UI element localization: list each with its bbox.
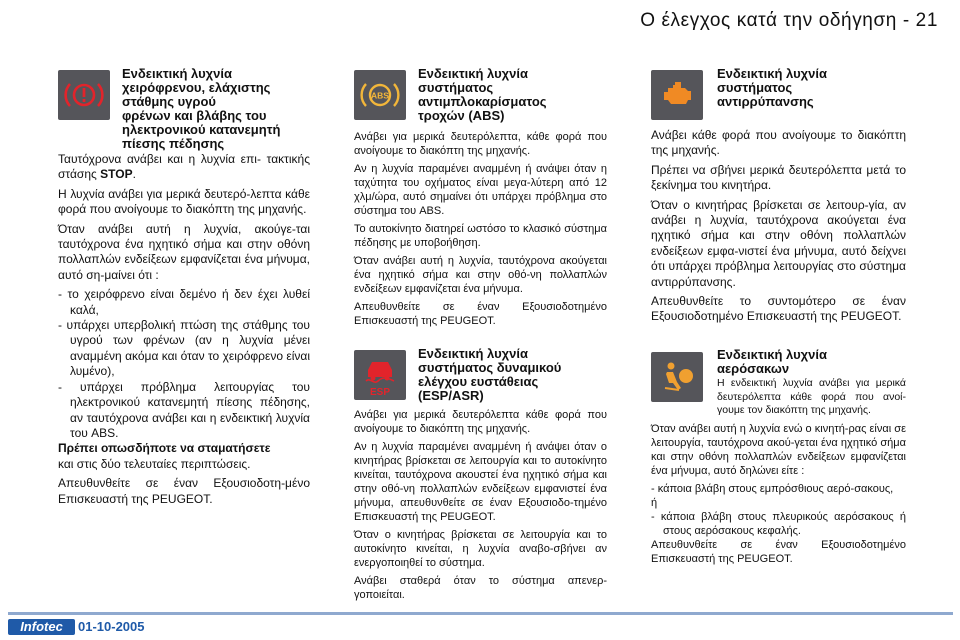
- footer-date: 01-10-2005: [78, 619, 145, 634]
- title-line: Ενδεικτική λυχνία: [717, 66, 827, 81]
- airbag-title: [717, 348, 827, 376]
- paragraph: Απευθυνθείτε σε έναν Εξουσιοδοτη-μένο Επισκευαστή της PEUGEOT.: [58, 476, 310, 506]
- emission-body: [651, 128, 906, 329]
- esp-title: [418, 347, 561, 403]
- list-item: - κάποια βλάβη στους πλευρικούς αερόσακους ή στους αερόσακους κεφαλής.: [651, 511, 906, 537]
- title-line: Ενδεικτική λυχνία: [122, 66, 232, 81]
- brake-title: [122, 67, 280, 151]
- infotec-logo: Infotec: [8, 619, 75, 635]
- title-line: Ενδεικτική λυχνία: [418, 346, 528, 361]
- title-line: στάθμης υγρού: [122, 94, 216, 109]
- title-line: αερόσακων: [717, 361, 790, 376]
- page-header: Ο έλεγχος κατά την οδήγηση - 21: [640, 10, 938, 31]
- brake-warning-icon: [58, 70, 110, 120]
- paragraph: Ανάβει σταθερά όταν το σύστημα απενερ-γοποιείται.: [354, 575, 607, 601]
- airbag-warning-icon: [651, 352, 703, 402]
- paragraph: Η ενδεικτική λυχνία ανάβει για μερικά δευτερόλεπτα κάθε φορά που ανοί-γουμε τον διακόπτη της μηχανής.: [717, 377, 906, 416]
- title-line: συστήματος: [717, 80, 793, 95]
- paragraph: Απευθυνθείτε σε έναν Εξουσιοδοτημένο Επισκευαστή της PEUGEOT.: [651, 539, 906, 565]
- abs-warning-icon: [354, 70, 406, 120]
- airbag-body: [651, 422, 906, 570]
- airbag-intro: [717, 377, 906, 422]
- paragraph: Ανάβει για μερικά δευτερόλεπτα, κάθε φορά που ανοίγουμε το διακόπτη της μηχανής.: [354, 131, 607, 157]
- title-line: ηλεκτρονικού κατανεμητή: [122, 122, 281, 137]
- paragraph: ή: [651, 497, 658, 509]
- abs-icon-label: ABS: [371, 90, 389, 101]
- emission-title: [717, 67, 827, 109]
- title-line: χειρόφρενου, ελάχιστης: [122, 80, 271, 95]
- paragraph: και στις δύο τελευταίες περιπτώσεις.: [58, 456, 251, 471]
- paragraph: Όταν ανάβει αυτή η λυχνία, ταυτόχρονα ακούγεται ένα ηχητικό σήμα και στην οθό-νη πολλαπλών ενδείξεων εμφανίζεται ένα μήνυμα.: [354, 255, 607, 295]
- title-line: Ενδεικτική λυχνία: [717, 347, 827, 362]
- list-item: - υπάρχει υπερβολική πτώση της στάθμης του υγρού των φρένων (αν η λυχνία μένει αναμμένη ακόμα και όταν το χειρόφρενο είναι λυμένο),: [58, 318, 310, 379]
- paragraph: Πρέπει να σβήνει μερικά δευτερόλεπτα μετά το ξεκίνημα του κινητήρα.: [651, 162, 906, 193]
- paragraph: Όταν ο κινητήρας βρίσκεται σε λειτουργία και το αυτοκίνητο κινείται, η λυχνία αναβο-σβήνει αν ενεργοποιηθεί το σύστημα.: [354, 529, 607, 569]
- paragraph: Το αυτοκίνητο διατηρεί ωστόσο το κλασικό σύστημα πέδησης με υποβοήθηση.: [354, 223, 607, 249]
- esp-body: [354, 408, 607, 606]
- paragraph: Όταν ο κινητήρας βρίσκεται σε λειτουρ-γία, αν ανάβει η λυχνία, ταυτόχρονα ακούγεται ένα ηχητικό σήμα και στην οθόνη πολλαπλών ενδείξεων εμφα-νιστεί ένα μήνυμα, αυτό δείχνει ότι υπάρχει πρόβλημα λειτουργίας στο σύστημα αντιρρύπανσης.: [651, 197, 906, 289]
- paragraph: Αν η λυχνία παραμένει αναμμένη ή ανάψει όταν ο κινητήρας βρίσκεται σε λειτουργία και το αυτοκίνητο κινείται, ταυτόχρονα ακουστεί ένα ηχητικό σήμα και στην οθό-νη πολλαπλών ενδείξεων εμφανιστεί ένα μήνυμα, απευθυνθείτε σε έναν Εξουσιοδο-τημένο Επισκευαστή της PEUGEOT.: [354, 441, 607, 523]
- paragraph: Ταυτόχρονα ανάβει και η λυχνία επι- τακτικής στάσης STOP.: [58, 152, 310, 182]
- title-line: συστήματος δυναμικού: [418, 360, 562, 375]
- title-line: πίεσης πέδησης: [122, 136, 225, 151]
- paragraph: Όταν ανάβει αυτή η λυχνία ενώ ο κινητή-ρας είναι σε λειτουργία, ταυτόχρονα ακού-γεται ένα ηχητικό σήμα και στην οθόνη πολλαπλών ενδείξεων εμφανίζεται ένα μήνυμα, αυτό δηλώνει είτε :: [651, 423, 906, 477]
- title-line: τροχών (ABS): [418, 108, 505, 123]
- paragraph: Όταν ανάβει αυτή η λυχνία, ακούγε-ται ταυτόχρονα ένα ηχητικό σήμα και στην οθόνη πολλαπλών ενδείξεων εμφανίζεται ένα μήνυμα, αυτό ση-μαίνει ότι :: [58, 221, 310, 282]
- list-item: - κάποια βλάβη στους εμπρόσθιους αερό-σακους,: [651, 483, 894, 495]
- list-item: - το χειρόφρενο είναι δεμένο ή δεν έχει λυθεί καλά,: [58, 287, 310, 317]
- title-line: φρένων και βλάβης του: [122, 108, 267, 123]
- paragraph: Ανάβει κάθε φορά που ανοίγουμε το διακόπτη της μηχανής.: [651, 128, 906, 158]
- title-line: αντιρρύπανσης: [717, 94, 814, 109]
- paragraph: Πρέπει οπωσδήποτε να σταματήσετε: [58, 441, 271, 456]
- brake-body: [58, 152, 310, 511]
- abs-body: [354, 130, 607, 332]
- paragraph: Ανάβει για μερικά δευτερόλεπτα κάθε φορά που ανοίγουμε το διακόπτη της μηχανής.: [354, 409, 607, 435]
- esp-icon-label: ESP: [369, 387, 391, 398]
- title-line: συστήματος: [418, 80, 494, 95]
- title-line: (ESP/ASR): [418, 388, 484, 403]
- title-line: Ενδεικτική λυχνία: [418, 66, 528, 81]
- title-line: αντιμπλοκαρίσματος: [418, 94, 547, 109]
- list-item: - υπάρχει πρόβλημα λειτουργίας του ηλεκτρονικού κατανεμητή πίεσης πέδησης, αν ταυτόχρονα ανάβει και η ενδεικτική λυχνία του ABS.: [58, 379, 310, 440]
- esp-warning-icon: [354, 350, 406, 400]
- paragraph: Απευθυνθείτε σε έναν Εξουσιοδοτημένο Επισκευαστή της PEUGEOT.: [354, 301, 607, 327]
- paragraph: Η λυχνία ανάβει για μερικά δευτερό-λεπτα κάθε φορά που ανοίγουμε το διακόπτη της μηχανής.: [58, 186, 310, 217]
- title-line: ελέγχου ευστάθειας: [418, 374, 539, 389]
- engine-warning-icon: [651, 70, 703, 120]
- paragraph: Απευθυνθείτε το συντομότερο σε έναν Εξουσιοδοτημένο Επισκευαστή της PEUGEOT.: [651, 294, 906, 324]
- footer-rule: [8, 612, 953, 615]
- abs-title: [418, 67, 547, 123]
- paragraph: Αν η λυχνία παραμένει αναμμένη ή ανάψει όταν η ταχύτητα του οχήματος είναι μεγα-λύτερη από 12 χλμ/ώρα, αυτό σημαίνει ότι υπάρχει πρόβλημα στο σύστημα του ABS.: [354, 163, 607, 217]
